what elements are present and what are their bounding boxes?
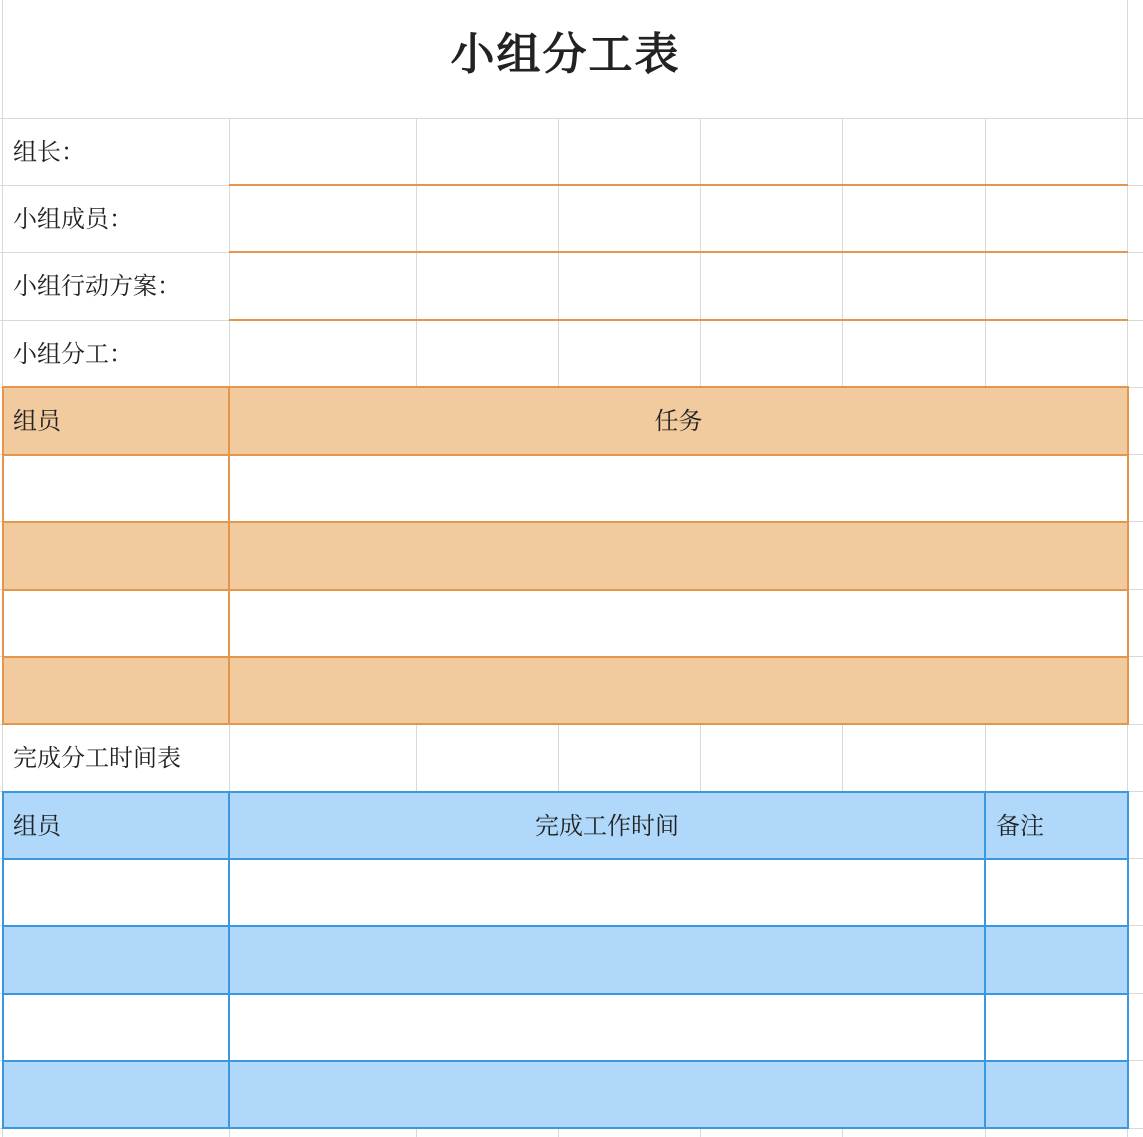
task-row-4-task[interactable] bbox=[230, 658, 1127, 725]
task-row-3-task[interactable] bbox=[230, 591, 1127, 658]
task-row-2-task[interactable] bbox=[230, 523, 1127, 590]
leader-input-underline[interactable] bbox=[229, 184, 1128, 186]
schedule-row-4-note[interactable] bbox=[986, 1062, 1127, 1129]
task-header-task[interactable]: 任务 bbox=[654, 407, 703, 435]
task-row-1-member[interactable] bbox=[3, 456, 229, 523]
task-row-1-task[interactable] bbox=[230, 456, 1127, 523]
action-plan-input-underline[interactable] bbox=[229, 319, 1128, 321]
task-header-member[interactable]: 组员 bbox=[13, 407, 61, 435]
schedule-row-2-member[interactable] bbox=[3, 927, 229, 994]
schedule-row-3-member[interactable] bbox=[3, 995, 229, 1062]
schedule-header-time[interactable]: 完成工作时间 bbox=[535, 812, 679, 840]
info-label-action-plan[interactable]: 小组行动方案： bbox=[13, 272, 181, 300]
task-row-3-member[interactable] bbox=[3, 591, 229, 658]
task-row-4-member[interactable] bbox=[3, 658, 229, 725]
schedule-row-1-note[interactable] bbox=[986, 860, 1127, 927]
schedule-row-2-time[interactable] bbox=[230, 927, 984, 994]
schedule-row-4-time[interactable] bbox=[230, 1062, 984, 1129]
schedule-header-member[interactable]: 组员 bbox=[13, 812, 61, 840]
schedule-row-1-time[interactable] bbox=[230, 860, 984, 927]
schedule-row-4-member[interactable] bbox=[3, 1062, 229, 1129]
page-title[interactable]: 小组分工表 bbox=[450, 29, 681, 80]
schedule-row-1-member[interactable] bbox=[3, 860, 229, 927]
info-label-members[interactable]: 小组成员： bbox=[13, 205, 133, 233]
members-input-underline[interactable] bbox=[229, 251, 1128, 253]
schedule-header-note[interactable]: 备注 bbox=[996, 812, 1044, 840]
task-row-2-member[interactable] bbox=[3, 523, 229, 590]
info-label-division[interactable]: 小组分工： bbox=[13, 340, 133, 368]
info-label-leader[interactable]: 组长： bbox=[13, 138, 85, 166]
schedule-row-3-note[interactable] bbox=[986, 995, 1127, 1062]
schedule-row-2-note[interactable] bbox=[986, 927, 1127, 994]
schedule-section-label[interactable]: 完成分工时间表 bbox=[13, 744, 181, 772]
schedule-row-3-time[interactable] bbox=[230, 995, 984, 1062]
